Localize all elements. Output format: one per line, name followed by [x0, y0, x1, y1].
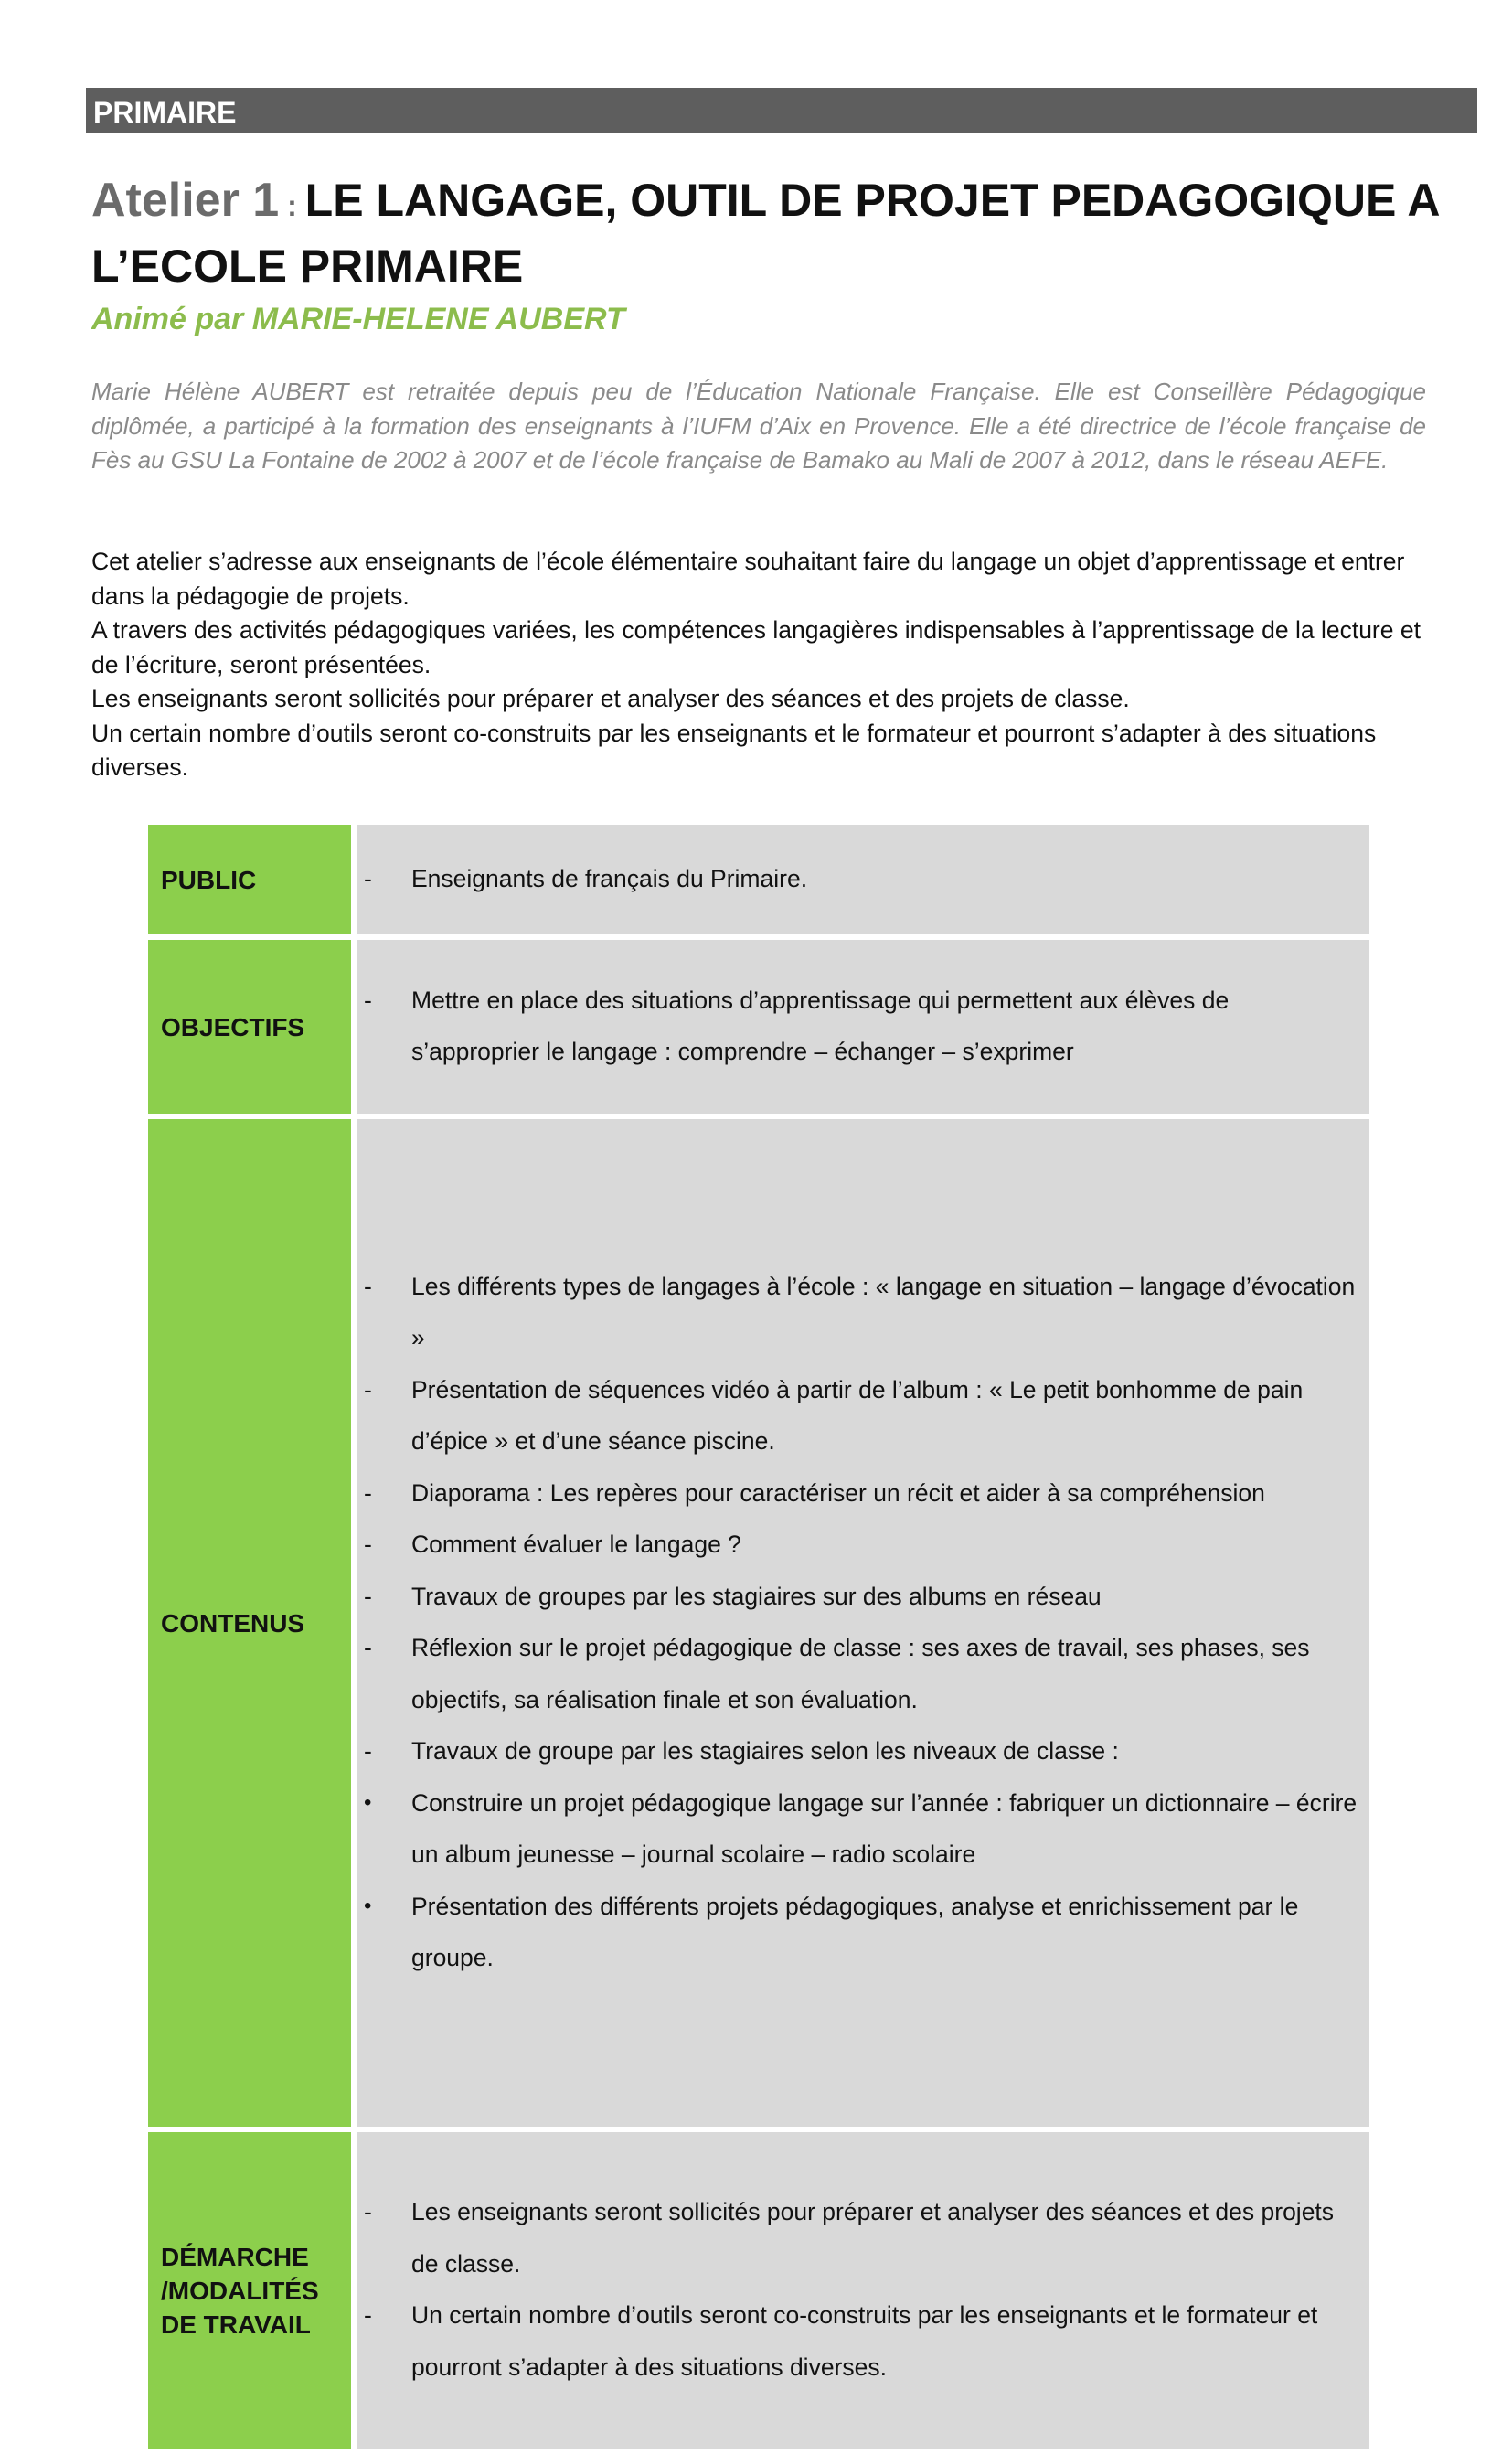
title-main: LE LANGAGE, OUTIL DE PROJET PEDAGOGIQUE A L’ECOLE PRIMAIRE	[91, 175, 1439, 292]
list-item	[357, 2186, 1360, 2289]
item-text: Présentation de séquences vidéo à partir de l’album : « Le petit bonhomme de pain d’épice » et d’une séance piscine.	[411, 1375, 1304, 1455]
list-item	[357, 1725, 1360, 1777]
program-table-body	[148, 825, 1369, 2449]
table-row	[148, 2132, 1369, 2449]
item-text: Enseignants de français du Primaire.	[411, 864, 808, 892]
dash-marker: -	[364, 1582, 372, 1610]
intro-paragraph: Les enseignants seront sollicités pour préparer et analyser des séances et des projets de classe.	[91, 685, 1130, 712]
row-content	[357, 1119, 1369, 2127]
bullet-icon: •	[364, 1789, 372, 1815]
dash-marker: -	[364, 986, 372, 1014]
row-content	[357, 940, 1369, 1114]
table-row	[148, 825, 1369, 934]
list-item	[357, 1777, 1360, 1881]
table-row	[148, 940, 1369, 1114]
dash-marker: -	[364, 2198, 372, 2225]
item-list	[357, 975, 1360, 1078]
dash-marker: -	[364, 1737, 372, 1765]
item-text: Construire un projet pédagogique langage sur l’année : fabriquer un dictionnaire – écrire un album jeunesse – journal scolaire – radio scolaire	[411, 1788, 1358, 1868]
item-text: Réflexion sur le projet pédagogique de classe : ses axes de travail, ses phases, ses objectifs, sa réalisation finale et son évaluation.	[411, 1634, 1310, 1713]
intro-paragraph: A travers des activités pédagogiques variées, les compétences langagières indispensables à l’apprentissage de la lecture et de l’écriture, seront présentées.	[91, 616, 1421, 678]
bullet-icon: •	[364, 1893, 372, 1918]
section-header	[86, 88, 1477, 133]
page-title	[91, 170, 1444, 296]
row-label: CONTENUS	[148, 1119, 351, 2127]
row-label: OBJECTIFS	[148, 940, 351, 1114]
list-item	[357, 1881, 1360, 1984]
intro-paragraph: Un certain nombre d’outils seront co-construits par les enseignants et le formateur et pourront s’adapter à des situations diverses.	[91, 719, 1377, 781]
row-content	[357, 2132, 1369, 2449]
section-label: PRIMAIRE	[93, 96, 237, 129]
item-list	[357, 1261, 1360, 1984]
item-list	[357, 2186, 1360, 2393]
row-label: PUBLIC	[148, 825, 351, 934]
list-item	[357, 1364, 1360, 1467]
dash-marker: -	[364, 1634, 372, 1661]
row-content	[357, 825, 1369, 934]
list-item	[357, 1622, 1360, 1725]
dash-marker: -	[364, 1478, 372, 1507]
list-item	[357, 1261, 1360, 1364]
dash-marker: -	[364, 864, 372, 892]
facilitator-bio: Marie Hélène AUBERT est retraitée depuis peu de l’Éducation Nationale Française. Elle est Conseillère Pédagogique diplômée, a participé à la formation des enseignants à l’IUFM d’Aix en Provence. Elle a été directrice de l’école française de Fès au GSU La Fontaine de 2002 à 2007 et de l’école française de Bamako au Mali de 2007 à 2012, dans le réseau AEFE.	[91, 378, 1426, 474]
item-text: Présentation des différents projets pédagogiques, analyse et enrichissement par le groupe.	[411, 1892, 1299, 1971]
list-item	[357, 1571, 1360, 1623]
item-text: Mettre en place des situations d’apprentissage qui permettent aux élèves de s’approprier le langage : comprendre – échanger – s’exprimer	[411, 986, 1230, 1065]
list-item	[357, 2289, 1360, 2393]
dash-marker: -	[364, 1272, 372, 1300]
dash-marker: -	[364, 1531, 372, 1558]
title-separator: :	[279, 189, 305, 222]
table-row	[148, 1119, 1369, 2127]
item-text: Un certain nombre d’outils seront co-construits par les enseignants et le formateur et pourront s’adapter à des situations diverses.	[411, 2301, 1318, 2381]
program-table	[143, 819, 1375, 2454]
list-item	[357, 853, 1360, 905]
intro-text	[91, 545, 1431, 785]
item-text: Travaux de groupe par les stagiaires selon les niveaux de classe :	[411, 1737, 1119, 1765]
item-text: Les différents types de langages à l’école : « langage en situation – langage d’évocation »	[411, 1272, 1356, 1351]
list-item	[357, 975, 1360, 1078]
row-label: DÉMARCHE /MODALITÉS DE TRAVAIL	[148, 2132, 351, 2449]
dash-marker: -	[364, 1375, 372, 1403]
intro-paragraph: Cet atelier s’adresse aux enseignants de l’école élémentaire souhaitant faire du langage un objet d’apprentissage et entrer dans la pédagogie de projets.	[91, 548, 1405, 610]
item-text: Travaux de groupes par les stagiaires sur des albums en réseau	[411, 1582, 1102, 1610]
item-text: Comment évaluer le langage ?	[411, 1531, 741, 1558]
item-text: Les enseignants seront sollicités pour préparer et analyser des séances et des projets de classe.	[411, 2198, 1335, 2278]
item-text: Diaporama : Les repères pour caractériser un récit et aider à sa compréhension	[411, 1478, 1265, 1507]
item-list	[357, 853, 1360, 905]
dash-marker: -	[364, 2301, 372, 2329]
list-item	[357, 1519, 1360, 1571]
list-item	[357, 1467, 1360, 1520]
atelier-number: Atelier 1	[91, 174, 280, 227]
facilitator-line: Animé par MARIE-HELENE AUBERT	[91, 302, 625, 336]
